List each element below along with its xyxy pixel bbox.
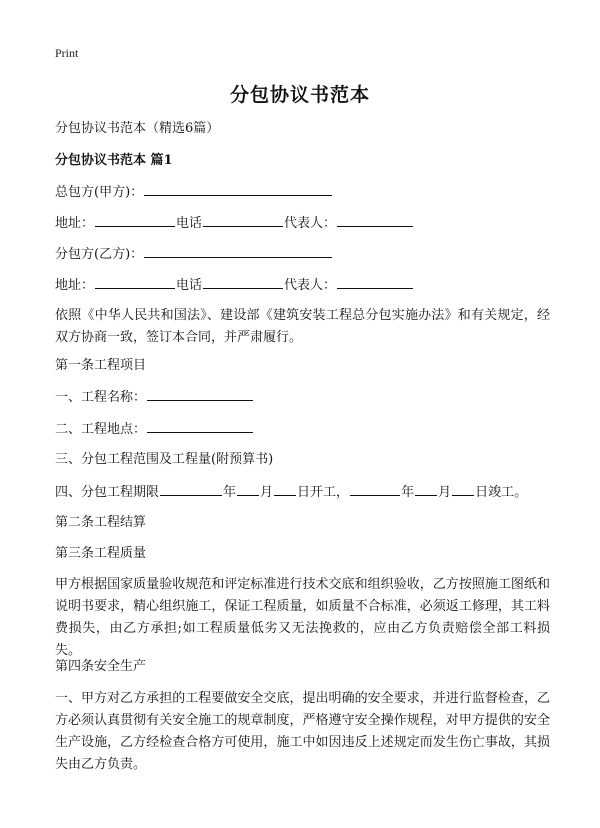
start-month-blank xyxy=(237,481,259,496)
article-1-heading: 第一条工程项目 xyxy=(55,358,147,373)
subcontractor-row xyxy=(55,243,333,266)
general-contractor-label: 总包方(甲方)： xyxy=(55,185,144,200)
start-day-blank xyxy=(274,481,296,496)
article-3-body: 甲方根据国家质量验收规范和评定标准进行技术交底和组织验收，乙方按照施工图纸和说明书要求，精心组织施工，保证工程质量，如质量不合标准，必须返工修理，其工料费损失，由乙方承担;如工程质量低劣又无法挽救的，应由乙方负责赔偿全部工料损失。 xyxy=(55,577,550,658)
end-month-label: 月 xyxy=(438,485,452,500)
start-year-label: 年 xyxy=(223,485,237,500)
end-year-label: 年 xyxy=(401,485,415,500)
phone-label: 电话 xyxy=(176,216,203,231)
address-label: 地址： xyxy=(55,216,95,231)
project-location-blank xyxy=(147,418,253,433)
end-year-blank xyxy=(350,481,400,496)
article-2-heading: 第二条工程结算 xyxy=(55,515,147,530)
general-contractor-row xyxy=(55,181,333,204)
document-title: 分包协议书范本 xyxy=(229,84,370,106)
representative-label: 代表人： xyxy=(284,216,337,231)
phone-blank xyxy=(203,212,283,227)
subcontractor-blank xyxy=(144,243,332,258)
project-period-row xyxy=(55,481,527,504)
end-day-blank xyxy=(452,481,474,496)
article-3-heading: 第三条工程质量 xyxy=(55,546,147,561)
section-heading: 分包协议书范本 篇1 xyxy=(55,153,173,168)
address-label: 地址： xyxy=(55,278,95,293)
address-blank xyxy=(95,212,175,227)
project-name-row xyxy=(55,386,254,409)
phone-label: 电话 xyxy=(176,278,203,293)
project-name-label: 一、工程名称： xyxy=(55,390,147,405)
address-blank xyxy=(95,274,175,289)
article-4-heading: 第四条安全生产 xyxy=(55,659,147,674)
contact-row-2 xyxy=(55,274,414,297)
phone-blank xyxy=(203,274,283,289)
project-location-row xyxy=(55,418,254,441)
start-month-label: 月 xyxy=(260,485,274,500)
project-period-label: 四、分包工程期限 xyxy=(55,485,160,500)
article-4-body: 一、甲方对乙方承担的工程要做安全交底，提出明确的安全要求，并进行监督检查，乙方必须认真贯彻有关安全施工的规章制度，严格遵守安全操作规程，对甲方提供的安全生产设施，乙方经检查合格方可使用，施工中如因违反上述规定而发生伤亡事故，其损失由乙方负责。 xyxy=(55,691,550,772)
project-name-blank xyxy=(147,386,253,401)
representative-label: 代表人： xyxy=(284,278,337,293)
intro-paragraph: 依照《中华人民共和国法》、建设部《建筑安装工程总分包实施办法》和有关规定，经双方协商一致，签订本合同，并严肃履行。 xyxy=(55,308,550,345)
project-scope-item: 三、分包工程范围及工程量(附预算书) xyxy=(55,452,274,467)
document-subtitle: 分包协议书范本（精选6篇） xyxy=(55,121,220,136)
end-month-blank xyxy=(415,481,437,496)
start-day-label: 日开工， xyxy=(297,485,350,500)
start-year-blank xyxy=(160,481,222,496)
representative-blank xyxy=(337,212,413,227)
print-link[interactable]: Print xyxy=(55,46,79,60)
end-day-label: 日竣工。 xyxy=(475,485,528,500)
representative-blank xyxy=(337,274,413,289)
contact-row-1 xyxy=(55,212,414,235)
subcontractor-label: 分包方(乙方)： xyxy=(55,247,144,262)
general-contractor-blank xyxy=(144,181,332,196)
project-location-label: 二、工程地点： xyxy=(55,422,147,437)
